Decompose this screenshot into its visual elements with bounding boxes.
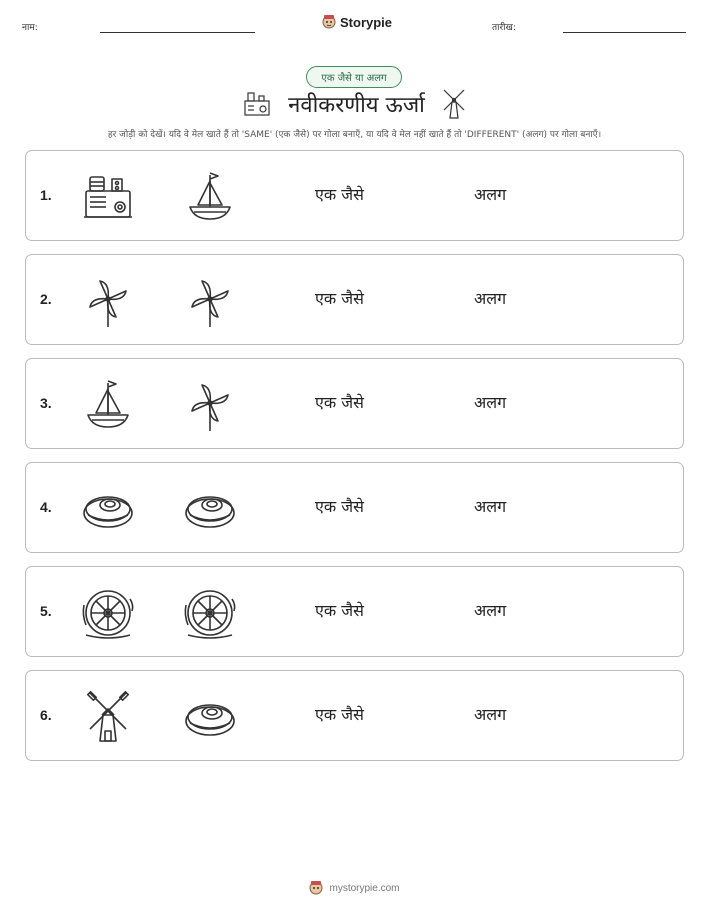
question-row (25, 254, 684, 345)
pinwheel-icon (182, 377, 238, 433)
disc-stone-icon (182, 481, 238, 537)
question-number: 2. (40, 291, 52, 307)
storypie-mascot-icon (322, 14, 336, 30)
title-row (0, 88, 709, 120)
question-number: 1. (40, 187, 52, 203)
option-same[interactable]: एक जैसे (315, 289, 364, 308)
option-different[interactable]: अलग (474, 705, 507, 724)
water-wheel-icon (80, 585, 136, 641)
page-title: नवीकरणीय ऊर्जा (288, 93, 425, 118)
question-row (25, 150, 684, 241)
option-same[interactable]: एक जैसे (315, 601, 364, 620)
instructions: हर जोड़ी को देखें। यदि वे मेल खाते हैं तो 'SAME' (एक जैसे) पर गोला बनाएँ, या यदि वे मेल नहीं खाते हैं तो 'DIFFERENT' (अलग) पर गोला बनाएँ। (107, 130, 602, 140)
name-line[interactable] (100, 32, 255, 33)
option-different[interactable]: अलग (474, 289, 507, 308)
question-row (25, 566, 684, 657)
name-label: नाम: (22, 23, 38, 33)
storypie-mascot-icon (309, 880, 323, 896)
option-different[interactable]: अलग (474, 393, 507, 412)
factory-icon (242, 89, 272, 119)
windmill-icon (441, 88, 467, 120)
sailboat-icon (182, 169, 238, 225)
pinwheel-icon (182, 273, 238, 329)
option-same[interactable]: एक जैसे (315, 185, 364, 204)
water-wheel-icon (182, 585, 238, 641)
option-different[interactable]: अलग (474, 601, 507, 620)
sailboat-icon (80, 377, 136, 433)
question-number: 5. (40, 603, 52, 619)
brand-logo (322, 14, 392, 30)
question-row (25, 670, 684, 761)
option-same[interactable]: एक जैसे (315, 705, 364, 724)
question-row (25, 462, 684, 553)
question-number: 6. (40, 707, 52, 723)
brand-name: Storypie (340, 14, 393, 30)
factory-icon (80, 169, 136, 225)
option-same[interactable]: एक जैसे (315, 497, 364, 516)
disc-stone-icon (182, 689, 238, 745)
windmill-icon (80, 689, 136, 745)
date-line[interactable] (563, 32, 686, 33)
footer (0, 880, 709, 896)
option-same[interactable]: एक जैसे (315, 393, 364, 412)
option-different[interactable]: अलग (474, 497, 507, 516)
question-number: 3. (40, 395, 52, 411)
question-row (25, 358, 684, 449)
option-different[interactable]: अलग (474, 185, 507, 204)
worksheet-type-badge: एक जैसे या अलग (306, 66, 402, 88)
question-number: 4. (40, 499, 52, 515)
pinwheel-icon (80, 273, 136, 329)
date-label: तारीख: (492, 23, 516, 33)
footer-url: mystorypie.com (329, 882, 400, 894)
disc-stone-icon (80, 481, 136, 537)
